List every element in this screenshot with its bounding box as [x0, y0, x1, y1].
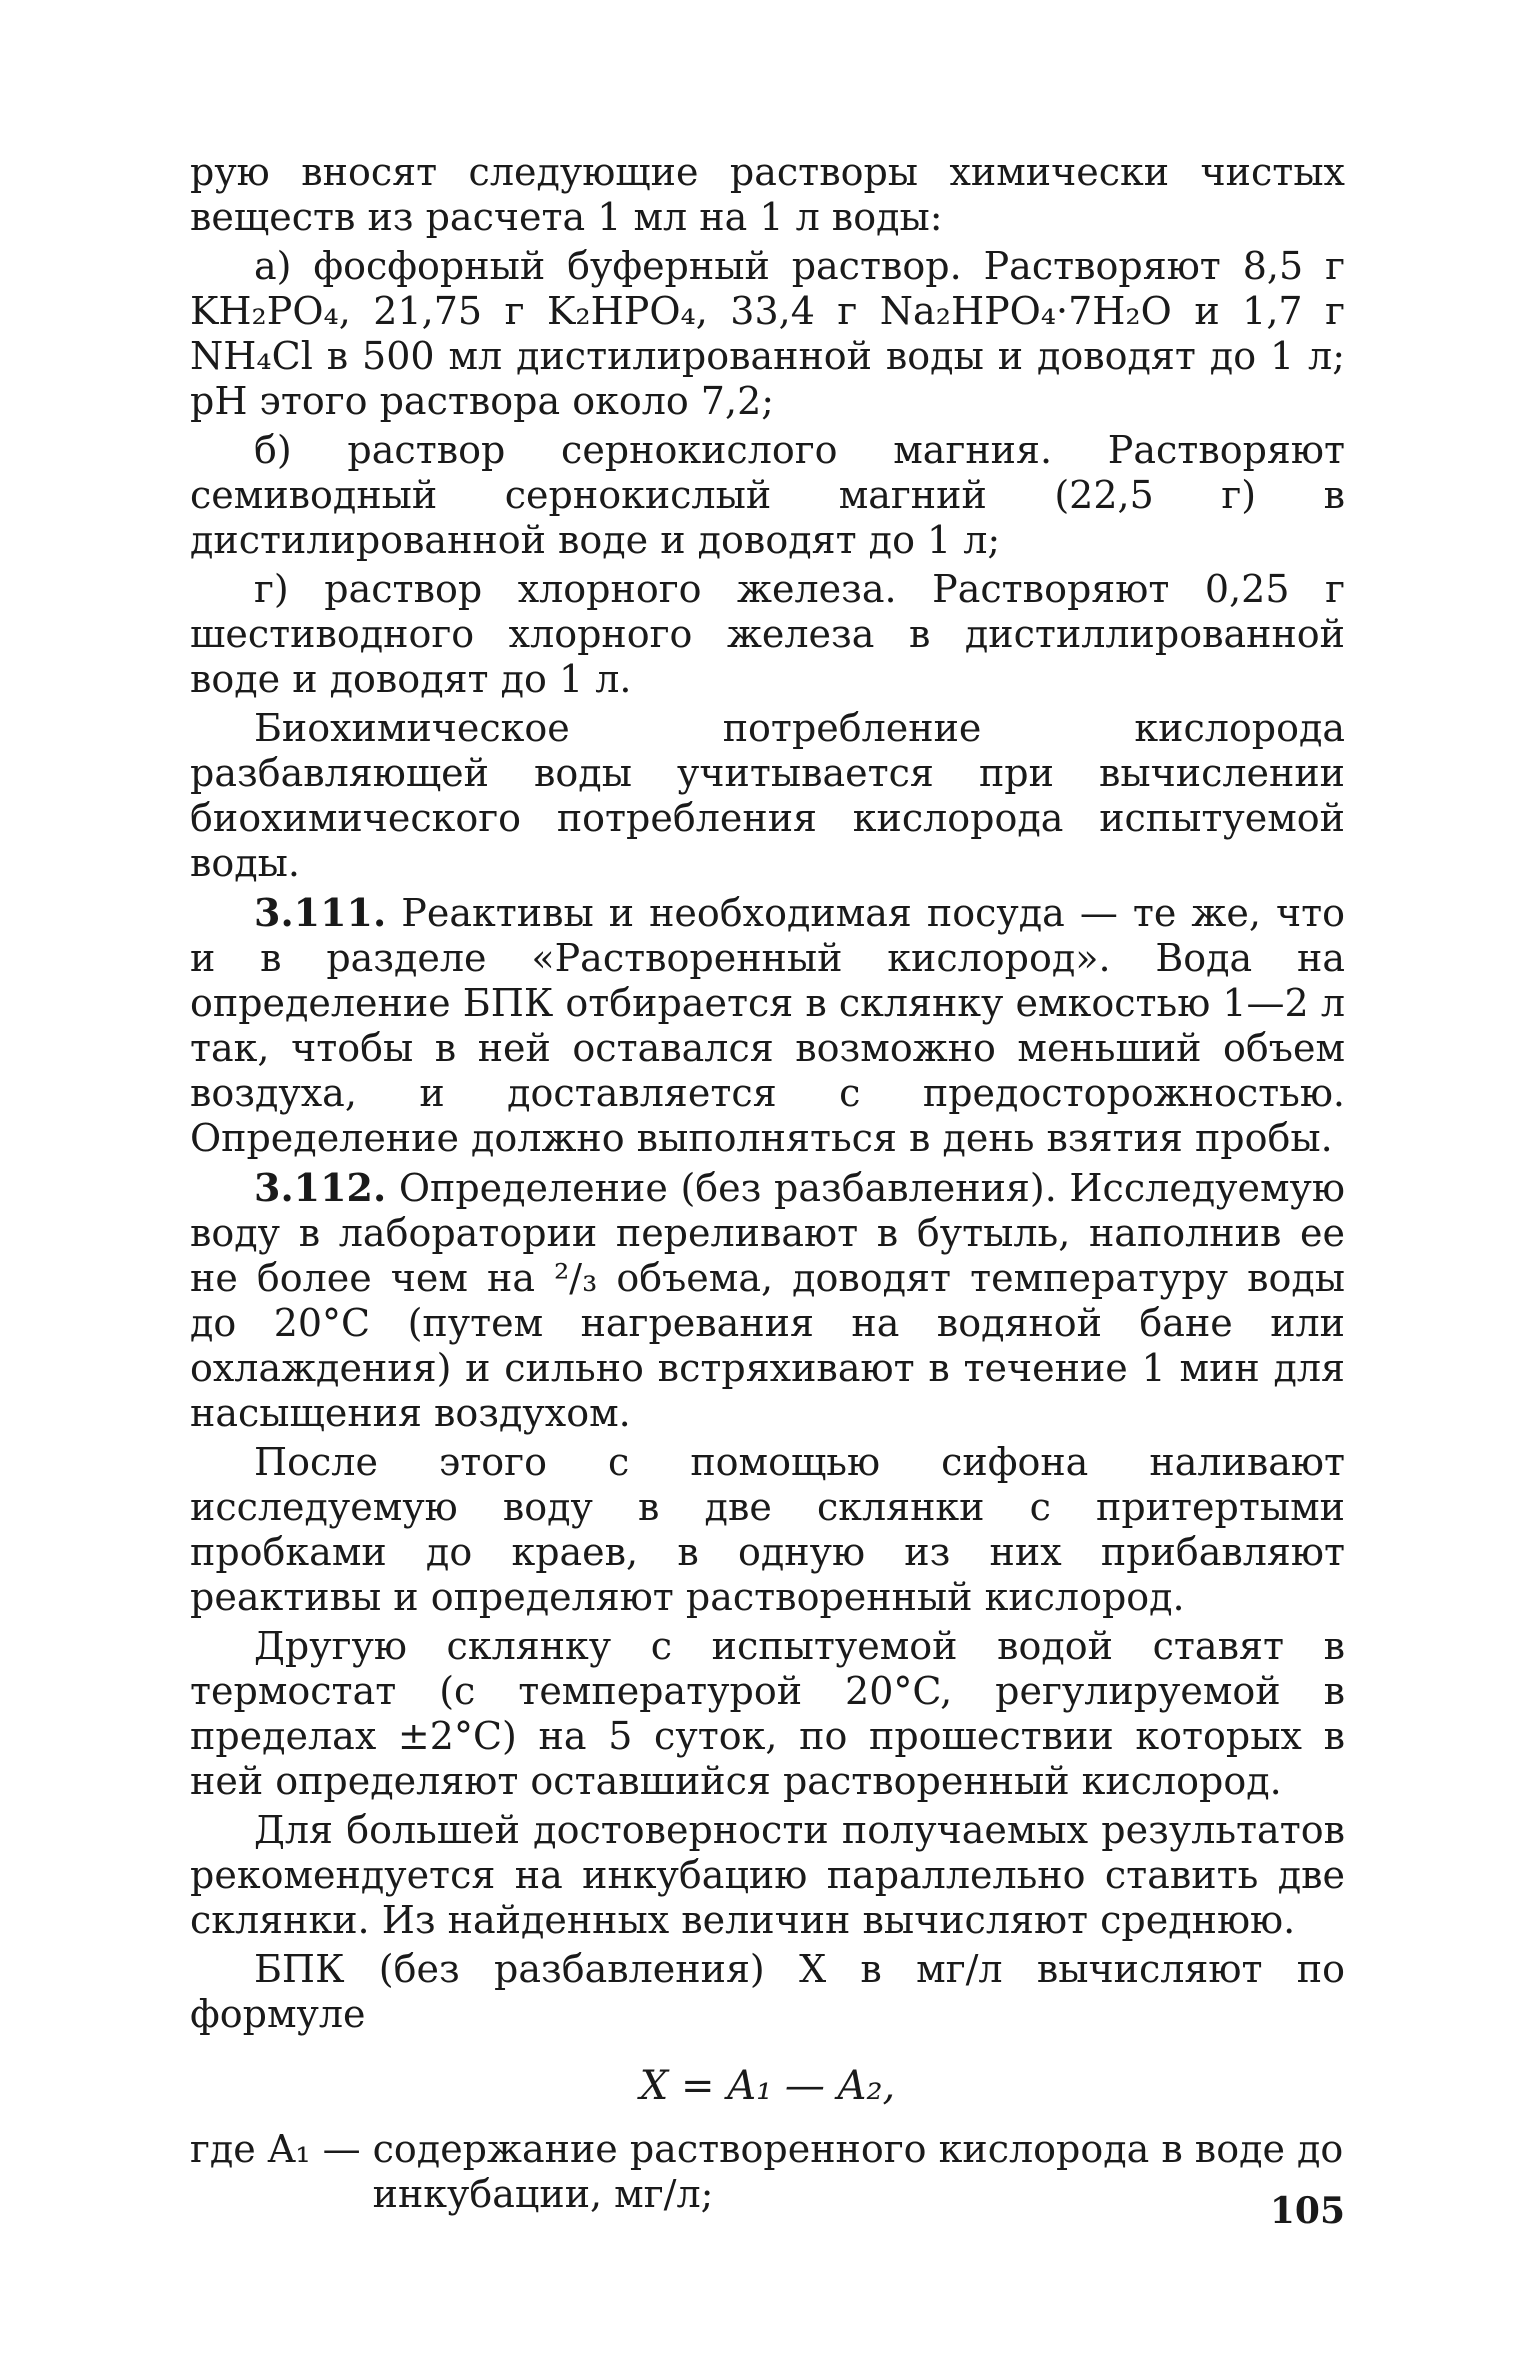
- legend-description: содержание растворенного кислорода в воде до инкубации, мг/л;: [372, 2127, 1344, 2216]
- paragraph-6: 3.112. Определение (без разбавления). Исследуемую воду в лаборатории переливают в бутыль, наполнив ее не более чем на ²/₃ объема, доводят температуру воды до 20°C (путем нагревания на водяной бане или охлаждения) и сильно встряхивают в течение 1 мин для насыщения воздухом.: [190, 1165, 1345, 1435]
- formula: X = A₁ — A₂,: [639, 2063, 896, 2109]
- page-number: 105: [1269, 2190, 1345, 2232]
- legend-symbol: где A₁ —: [190, 2127, 361, 2171]
- formula-legend: [190, 2127, 1345, 2217]
- paragraph-7: После этого с помощью сифона наливают исследуемую воду в две склянки с притертыми пробками до краев, в одную из них прибавляют реактивы и определяют растворенный кислород.: [190, 1440, 1345, 1619]
- paragraph-9: Для большей достоверности получаемых результатов рекомендуется на инкубацию параллельно ставить две склянки. Из найденных величин вычисляют среднюю.: [190, 1808, 1345, 1942]
- paragraph-0: рую вносят следующие растворы химически чистых веществ из расчета 1 мл на 1 л воды:: [190, 150, 1345, 239]
- section-number: 3.112.: [254, 1165, 387, 1210]
- paragraph-8: Другую склянку с испытуемой водой ставят в термостат (с температурой 20°C, регулируемой в пределах ±2°C) на 5 суток, по прошествии которых в ней определяют оставшийся растворенный кислород.: [190, 1624, 1345, 1803]
- paragraph-2: б) раствор сернокислого магния. Растворяют семиводный сернокислый магний (22,5 г) в дистилированной воде и доводят до 1 л;: [190, 428, 1345, 562]
- paragraph-10: БПК (без разбавления) X в мг/л вычисляют по формуле: [190, 1947, 1345, 2036]
- paragraph-3: г) раствор хлорного железа. Растворяют 0,25 г шестиводного хлорного железа в дистиллированной воде и доводят до 1 л.: [190, 567, 1345, 701]
- body-text: [190, 150, 1345, 2037]
- paragraph-5: 3.111. Реактивы и необходимая посуда — те же, что и в разделе «Растворенный кислород». Вода на определение БПК отбирается в склянку емкостью 1—2 л так, чтобы в ней оставался возможно меньший объем воздуха, и доставляется с предосторожностью. Определение должно выполняться в день взятия пробы.: [190, 890, 1345, 1160]
- section-number: 3.111.: [254, 890, 387, 935]
- paragraph-1: а) фосфорный буферный раствор. Растворяют 8,5 г KH₂PO₄, 21,75 г K₂HPO₄, 33,4 г Na₂HPO₄·7H₂O и 1,7 г NH₄Cl в 500 мл дистилированной воды и доводят до 1 л; pH этого раствора около 7,2;: [190, 244, 1345, 423]
- paragraph-4: Биохимическое потребление кислорода разбавляющей воды учитывается при вычислении биохимического потребления кислорода испытуемой воды.: [190, 706, 1345, 885]
